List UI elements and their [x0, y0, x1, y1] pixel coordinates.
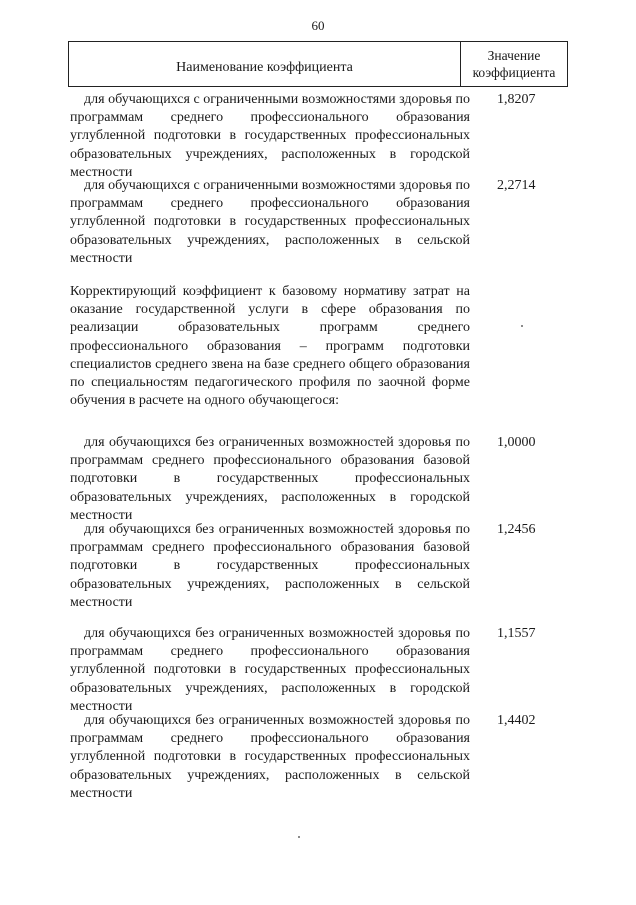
coefficient-value: 1,8207: [497, 92, 536, 107]
coefficient-description: для обучающихся без ограниченных возможностей здоровья по программам среднего профессионального образования базовой подготовки в государственных профессиональных образовательных учреждениях, расположенных в сельской местности: [70, 522, 470, 610]
coefficient-row: [70, 521, 566, 612]
coefficient-value: 1,0000: [497, 435, 536, 450]
coefficient-value: 2,2714: [497, 178, 536, 193]
coefficient-value: 1,2456: [497, 522, 536, 537]
coefficient-description: для обучающихся с ограниченными возможностями здоровья по программам среднего профессионального образования углубленной подготовки в государственных профессиональных образовательных учреждениях, расположенных в сельской местности: [70, 178, 470, 266]
coefficient-value: 1,4402: [497, 713, 536, 728]
coefficient-table-header: [68, 41, 568, 87]
page-number: 60: [311, 18, 325, 33]
coefficient-value: 1,1557: [497, 626, 536, 641]
coefficient-description: для обучающихся без ограниченных возможностей здоровья по программам среднего профессионального образования базовой подготовки в государственных профессиональных образовательных учреждениях, расположенных в городской местности: [70, 435, 470, 523]
coefficient-value-header: [460, 42, 567, 86]
coefficient-name-header: Наименование коэффициента: [176, 60, 353, 75]
coefficient-description: для обучающихся с ограниченными возможностями здоровья по программам среднего профессионального образования углубленной подготовки в государственных профессиональных образовательных учреждениях, расположенных в городской местности: [70, 92, 470, 180]
coefficient-section-heading: [70, 283, 566, 410]
value-header-line1: Значение: [487, 48, 541, 63]
scan-speck: [298, 836, 300, 838]
coefficient-row: [70, 434, 566, 525]
coefficient-description: для обучающихся без ограниченных возможностей здоровья по программам среднего профессионального образования углубленной подготовки в государственных профессиональных образовательных учреждениях, расположенных в сельской местности: [70, 713, 470, 801]
scan-speck: [521, 325, 523, 327]
coefficient-row: [70, 625, 566, 716]
coefficient-row: [70, 177, 566, 268]
coefficient-description: для обучающихся без ограниченных возможностей здоровья по программам среднего профессионального образования углубленной подготовки в государственных профессиональных образовательных учреждениях, расположенных в городской местности: [70, 626, 470, 714]
coefficient-row: [70, 91, 566, 182]
coefficient-row: [70, 712, 566, 803]
value-header-line2: коэффициента: [472, 65, 556, 80]
section-heading-text: Корректирующий коэффициент к базовому нормативу затрат на оказание государственной услуги в сфере образования по реализации образовательных программ среднего профессионального образования – программ подготовки специалистов среднего звена на базе среднего общего образования по специальностям педагогического профиля по заочной форме обучения в расчете на одного обучающегося:: [70, 284, 470, 409]
